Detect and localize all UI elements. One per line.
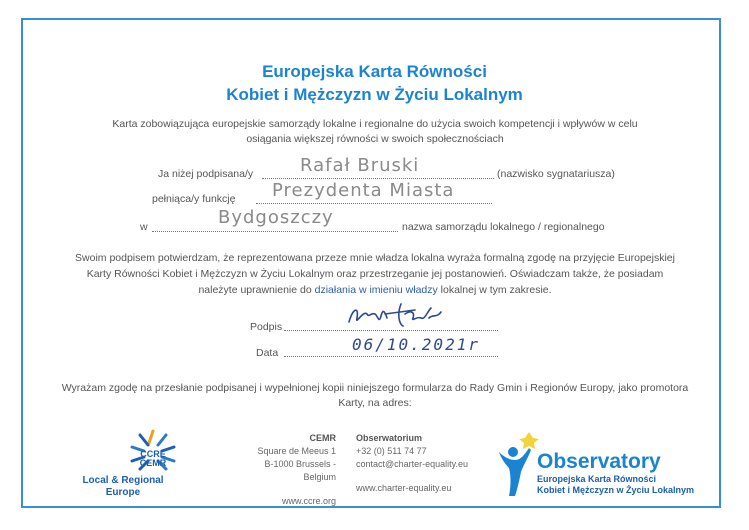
date-value: 06/10.2021r xyxy=(352,335,480,354)
observatorium-heading: Obserwatorium xyxy=(356,433,423,443)
cemr-address xyxy=(238,432,336,508)
declaration-paragraph xyxy=(70,250,680,298)
function-label: pełniąca/y funkcję xyxy=(152,193,236,205)
observatorium-phone: +32 (0) 511 74 77 xyxy=(356,446,427,456)
date-line xyxy=(284,356,498,357)
function-value: Prezydenta Miasta xyxy=(272,180,455,201)
observatorium-website[interactable]: www.charter-equality.eu xyxy=(356,483,452,493)
signature-label: Podpis xyxy=(250,321,283,333)
cemr-logo-text1: CCRE xyxy=(140,449,166,459)
charter-title-line2: Kobiet i Mężczyzn w Życiu Lokalnym xyxy=(226,85,523,104)
cemr-org-name-line2: Europe xyxy=(105,487,141,498)
declaration-text-end: lokalnej w tym zakresie. xyxy=(437,284,552,296)
charter-title-line1: Europejska Karta Równości xyxy=(262,62,487,81)
observatorium-email[interactable]: contact@charter-equality.eu xyxy=(356,459,469,469)
place-prefix: w xyxy=(140,221,148,233)
cemr-logo xyxy=(118,425,188,477)
observatory-logo-subtitle-line1: Europejska Karta Równości xyxy=(537,474,657,484)
cemr-address-line2: B-1000 Brussels - Belgium xyxy=(264,459,336,482)
observatorium-address xyxy=(356,432,468,495)
cemr-address-line1: Square de Meeus 1 xyxy=(257,446,336,456)
observatory-logo-subtitle xyxy=(537,474,694,496)
signatory-label: Ja niżej podpisana/y xyxy=(158,168,254,180)
place-line xyxy=(152,231,398,232)
function-line xyxy=(256,203,492,204)
signatory-value: Rafał Bruski xyxy=(300,155,420,176)
signatory-line xyxy=(262,178,494,179)
place-value: Bydgoszczy xyxy=(218,207,334,228)
declaration-highlight: działania w imieniu władzy xyxy=(314,284,438,296)
observatory-logo-word: Observatory xyxy=(537,450,661,473)
observatory-logo-figure xyxy=(495,430,539,498)
cemr-website[interactable]: www.ccre.org xyxy=(281,496,336,506)
observatory-logo-subtitle-line2: Kobiet i Mężczyzn w Życiu Lokalnym xyxy=(537,485,695,495)
place-hint: nazwa samorządu lokalnego / regionalnego xyxy=(402,221,605,233)
date-label: Data xyxy=(256,347,279,359)
cemr-logo-text2: CEMR xyxy=(139,458,167,468)
cemr-heading: CEMR xyxy=(309,433,336,443)
handwritten-signature xyxy=(345,300,455,332)
cemr-org-name xyxy=(78,475,168,499)
charter-intro: Karta zobowiązująca europejskie samorządy lokalne i regionalne do użycia swoich kompetencji i wpływów w celu osiągania większej równości w swoich społecznościach xyxy=(112,118,638,145)
declaration-text: Swoim podpisem potwierdzam, że reprezentowana przeze mnie władza lokalna wyraża formalną zgodę na przyjęcie Europejskiej Karty Równości Kobiet i Mężczyzn w Życiu Lokalnym oraz przestrzeganie jej postanowień. Oświadczam także, że posiadam należyte uprawnienie do xyxy=(75,252,675,296)
signatory-hint: (nazwisko sygnatariusza) xyxy=(497,168,615,180)
cemr-org-name-line1: Local & Regional xyxy=(82,475,164,486)
consent-text: Wyrażam zgodę na przesłanie podpisanej i wypełnionej kopii niniejszego formularza do Rady Gmin i Regionów Europy, jako promotora Karty, na adres: xyxy=(61,382,689,409)
